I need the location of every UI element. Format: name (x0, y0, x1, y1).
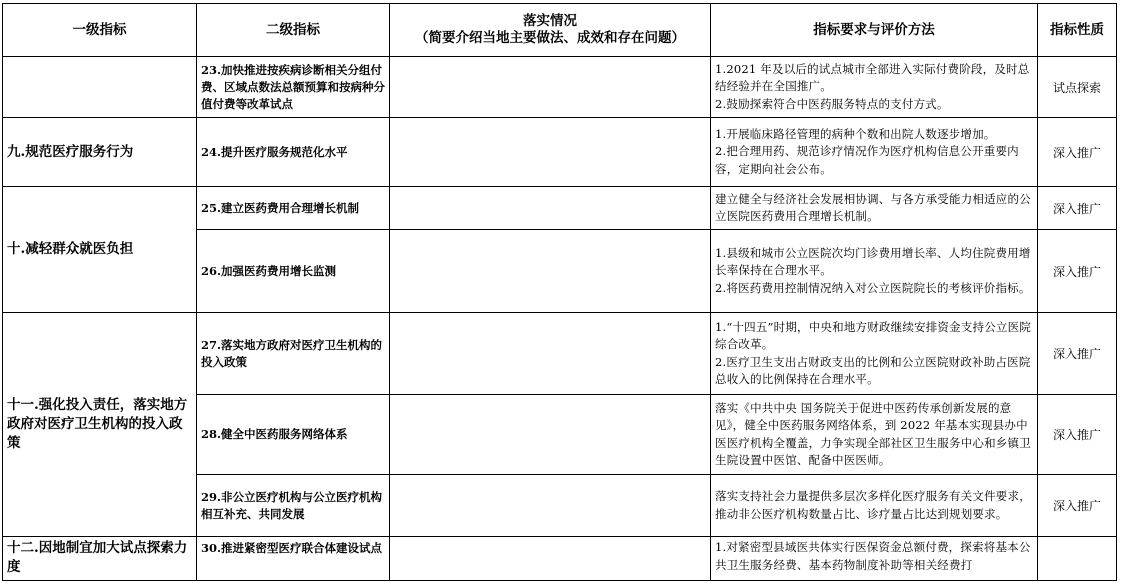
level1-cell: 十二.因地制宜加大试点探索力度 (3, 537, 197, 581)
requirement-item: 1.开展临床路径管理的病种个数和出院人数逐步增加。 (715, 126, 996, 141)
requirement-item: 1.对紧密型县域医共体实行医保资金总额付费，探索将基本公共卫生服务经费、基本药物制度补助等相关经费打 (715, 540, 1031, 572)
implementation-cell[interactable] (390, 313, 711, 395)
implementation-cell[interactable] (390, 118, 711, 187)
implementation-cell[interactable] (390, 187, 711, 230)
implementation-cell[interactable] (390, 475, 711, 537)
nature-cell: 深入推广 (1038, 313, 1117, 395)
header-nature: 指标性质 (1038, 4, 1117, 57)
requirement-item: 1.县级和城市公立医院次均门诊费用增长率、人均住院费用增长率保持在合理水平。 (715, 245, 1031, 278)
table-row (3, 57, 1117, 118)
implementation-cell[interactable] (390, 395, 711, 475)
level1-cell: 九.规范医疗服务行为 (3, 118, 197, 187)
level2-cell: 28.健全中医药服务网络体系 (197, 395, 390, 475)
table-row (3, 313, 1117, 395)
level2-cell: 30.推进紧密型医疗联合体建设试点 (197, 537, 390, 581)
table-row (3, 118, 1117, 187)
nature-cell: 深入推广 (1038, 475, 1117, 537)
nature-cell: 深入推广 (1038, 230, 1117, 313)
level2-cell: 26.加强医药费用增长监测 (197, 230, 390, 313)
implementation-cell[interactable] (390, 537, 711, 581)
level2-cell: 24.提升医疗服务规范化水平 (197, 118, 390, 187)
table-row (3, 187, 1117, 230)
level1-cell (3, 57, 197, 118)
table-row (3, 537, 1117, 581)
implementation-cell[interactable] (390, 230, 711, 313)
requirements-cell (711, 230, 1038, 313)
requirement-item: 2.将医药费用控制情况纳入对公立医院院长的考核评价指标。 (715, 280, 1031, 295)
requirements-cell (711, 118, 1038, 187)
requirement-item: 2.医疗卫生支出占财政支出的比例和公立医院财政补助占医院总收入的比例保持在合理水平。 (715, 354, 1031, 386)
requirements-cell (711, 187, 1038, 230)
nature-cell: 深入推广 (1038, 395, 1117, 475)
level1-cell: 十.减轻群众就医负担 (3, 187, 197, 313)
header-row (3, 4, 1117, 57)
requirement-item: 2.把合理用药、规范诊疗情况作为医疗机构信息公开重要内容，定期向社会公布。 (715, 144, 1019, 176)
level2-cell: 29.非公立医疗机构与公立医疗机构相互补充、共同发展 (197, 475, 390, 537)
nature-cell: 深入推广 (1038, 187, 1117, 230)
nature-cell: 深入推广 (1038, 118, 1117, 187)
level2-cell: 25.建立医药费用合理增长机制 (197, 187, 390, 230)
requirement-item: 1.2021 年及以后的试点城市全部进入实际付费阶段，及时总结经验并在全国推广。 (715, 61, 1030, 94)
header-implementation (390, 4, 711, 57)
implementation-cell[interactable] (390, 57, 711, 118)
indicator-table (2, 3, 1117, 581)
header-requirements: 指标要求与评价方法 (711, 4, 1038, 57)
header-implementation-subtitle: （简要介绍当地主要做法、成效和存在问题） (415, 30, 685, 46)
level1-cell: 十一.强化投入责任，落实地方政府对医疗卫生机构的投入政策 (3, 313, 197, 537)
requirements-cell (711, 395, 1038, 475)
requirement-item: 落实支持社会力量提供多层次多样化医疗服务有关文件要求，推动非公医疗机构数量占比、诊疗量占比达到规划要求。 (715, 489, 1031, 521)
header-level2: 二级指标 (197, 4, 390, 57)
nature-cell: 试点探索 (1038, 57, 1117, 118)
header-implementation-title: 落实情况 (523, 13, 577, 29)
requirements-cell (711, 313, 1038, 395)
level2-cell: 27.落实地方政府对医疗卫生机构的投入政策 (197, 313, 390, 395)
nature-cell (1038, 537, 1117, 581)
requirements-cell (711, 57, 1038, 118)
requirements-cell (711, 537, 1038, 581)
level2-cell: 23.加快推进按疾病诊断相关分组付费、区域点数法总额预算和按病种分值付费等改革试点 (197, 57, 390, 118)
requirement-item: 建立健全与经济社会发展相协调、与各方承受能力相适应的公立医院医药费用合理增长机制。 (715, 191, 1031, 223)
requirement-item: 2.鼓励探索符合中医药服务特点的支付方式。 (715, 96, 949, 111)
requirement-item: 1.“十四五”时期，中央和地方财政继续安排资金支持公立医院综合改革。 (715, 319, 1032, 351)
requirement-item: 落实《中共中央 国务院关于促进中医药传承创新发展的意见》，健全中医药服务网络体系，到 2022 年基本实现县办中医医疗机构全覆盖，力争实现全部社区卫生服务中心和乡镇卫生院设置中医馆、配备中医医师。 (715, 400, 1031, 467)
requirements-cell (711, 475, 1038, 537)
header-level1: 一级指标 (3, 4, 197, 57)
